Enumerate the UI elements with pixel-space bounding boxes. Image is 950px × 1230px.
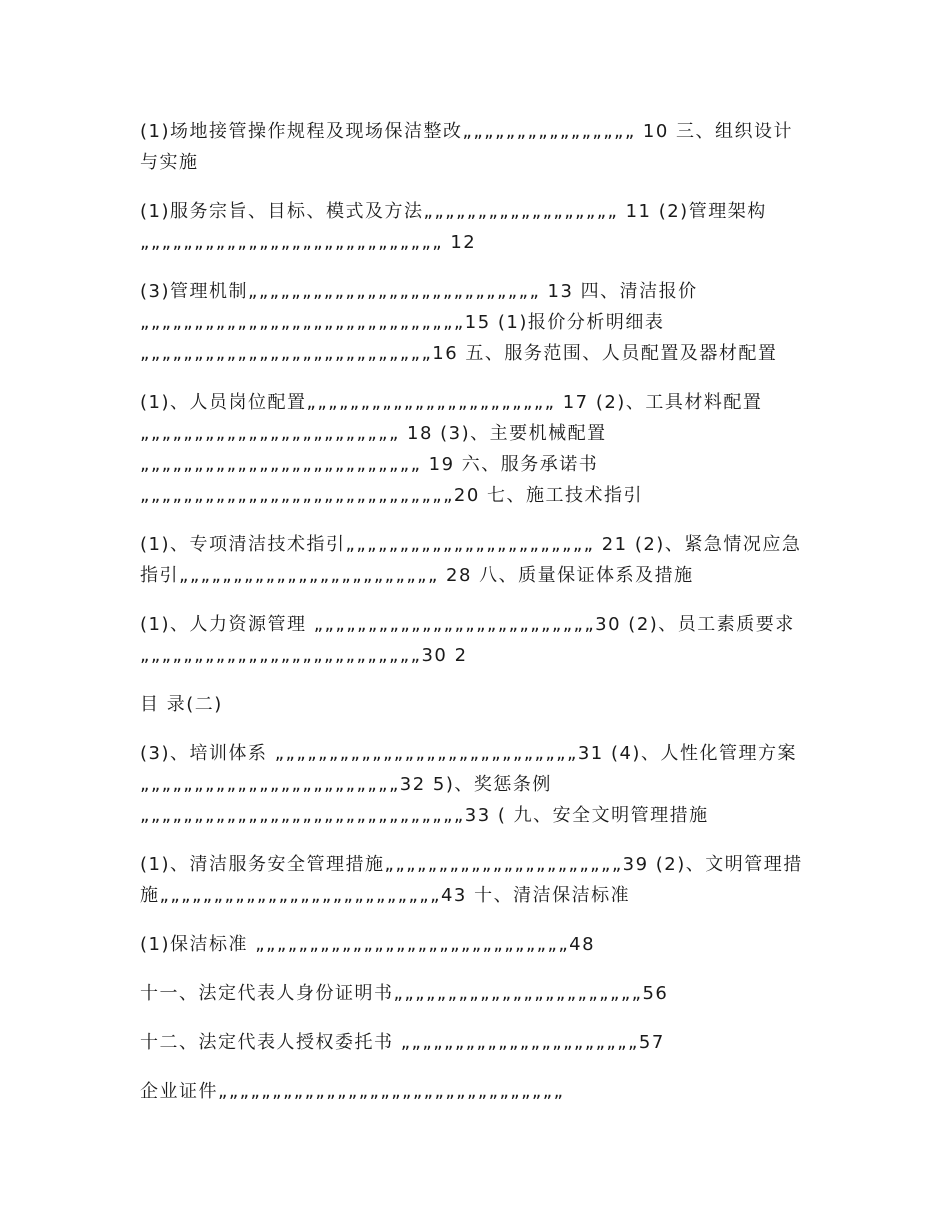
toc-paragraph-13: 企业证件„„„„„„„„„„„„„„„„„„„„„„„„„„„„„„„„ [140,1081,565,1102]
table-of-contents [140,116,808,1125]
toc-paragraph-2: (1)服务宗旨、目标、模式及方法„„„„„„„„„„„„„„„„„„ 11 (2)管理架构„„„„„„„„„„„„„„„„„„„„„„„„„„„„ 12 [140,201,767,253]
toc-section-heading: 目 录(二) [140,694,223,715]
toc-paragraph-8: (3)、培训体系 „„„„„„„„„„„„„„„„„„„„„„„„„„„„31 (4)、人性化管理方案 „„„„„„„„„„„„„„„„„„„„„„„„32 5)、奖惩条例 „„„„„„„„„„„„„„„„„„„„„„„„„„„„„„33 ( 九、安全文明管理措施 [140,743,797,826]
toc-paragraph-4: (1)、人员岗位配置„„„„„„„„„„„„„„„„„„„„„„„ 17 (2)、工具材料配置„„„„„„„„„„„„„„„„„„„„„„„„ 18 (3)、主要机械配置„„„„„„„„„„„„„„„„„„„„„„„„„„ 19 六、服务承诺书„„„„„„„„„„„„„„„„„„„„„„„„„„„„„20 七、施工技术指引 [140,392,763,506]
toc-paragraph-3: (3)管理机制„„„„„„„„„„„„„„„„„„„„„„„„„„„ 13 四、清洁报价 „„„„„„„„„„„„„„„„„„„„„„„„„„„„„„15 (1)报价分析明细表„„„„„„„„„„„„„„„„„„„„„„„„„„„16 五、服务范围、人员配置及器材配置 [140,281,778,364]
toc-paragraph-12: 十二、法定代表人授权委托书 „„„„„„„„„„„„„„„„„„„„„„57 [140,1032,665,1053]
toc-paragraph-10: (1)保洁标准 „„„„„„„„„„„„„„„„„„„„„„„„„„„„„48 [140,934,596,955]
toc-paragraph-11: 十一、法定代表人身份证明书„„„„„„„„„„„„„„„„„„„„„„„56 [140,983,669,1004]
toc-paragraph-1: (1)场地接管操作规程及现场保洁整改„„„„„„„„„„„„„„„„ 10 三、组织设计与实施 [140,121,794,173]
toc-paragraph-5: (1)、专项清洁技术指引„„„„„„„„„„„„„„„„„„„„„„„ 21 (2)、紧急情况应急指引„„„„„„„„„„„„„„„„„„„„„„„„ 28 八、质量保证体系及措施 [140,534,802,586]
toc-paragraph-9: (1)、清洁服务安全管理措施„„„„„„„„„„„„„„„„„„„„„„39 (2)、文明管理措施„„„„„„„„„„„„„„„„„„„„„„„„„„43 十、清洁保洁标准 [140,854,803,906]
toc-paragraph-6: (1)、人力资源管理 „„„„„„„„„„„„„„„„„„„„„„„„„„30 (2)、员工素质要求 „„„„„„„„„„„„„„„„„„„„„„„„„„30 2 [140,614,795,666]
